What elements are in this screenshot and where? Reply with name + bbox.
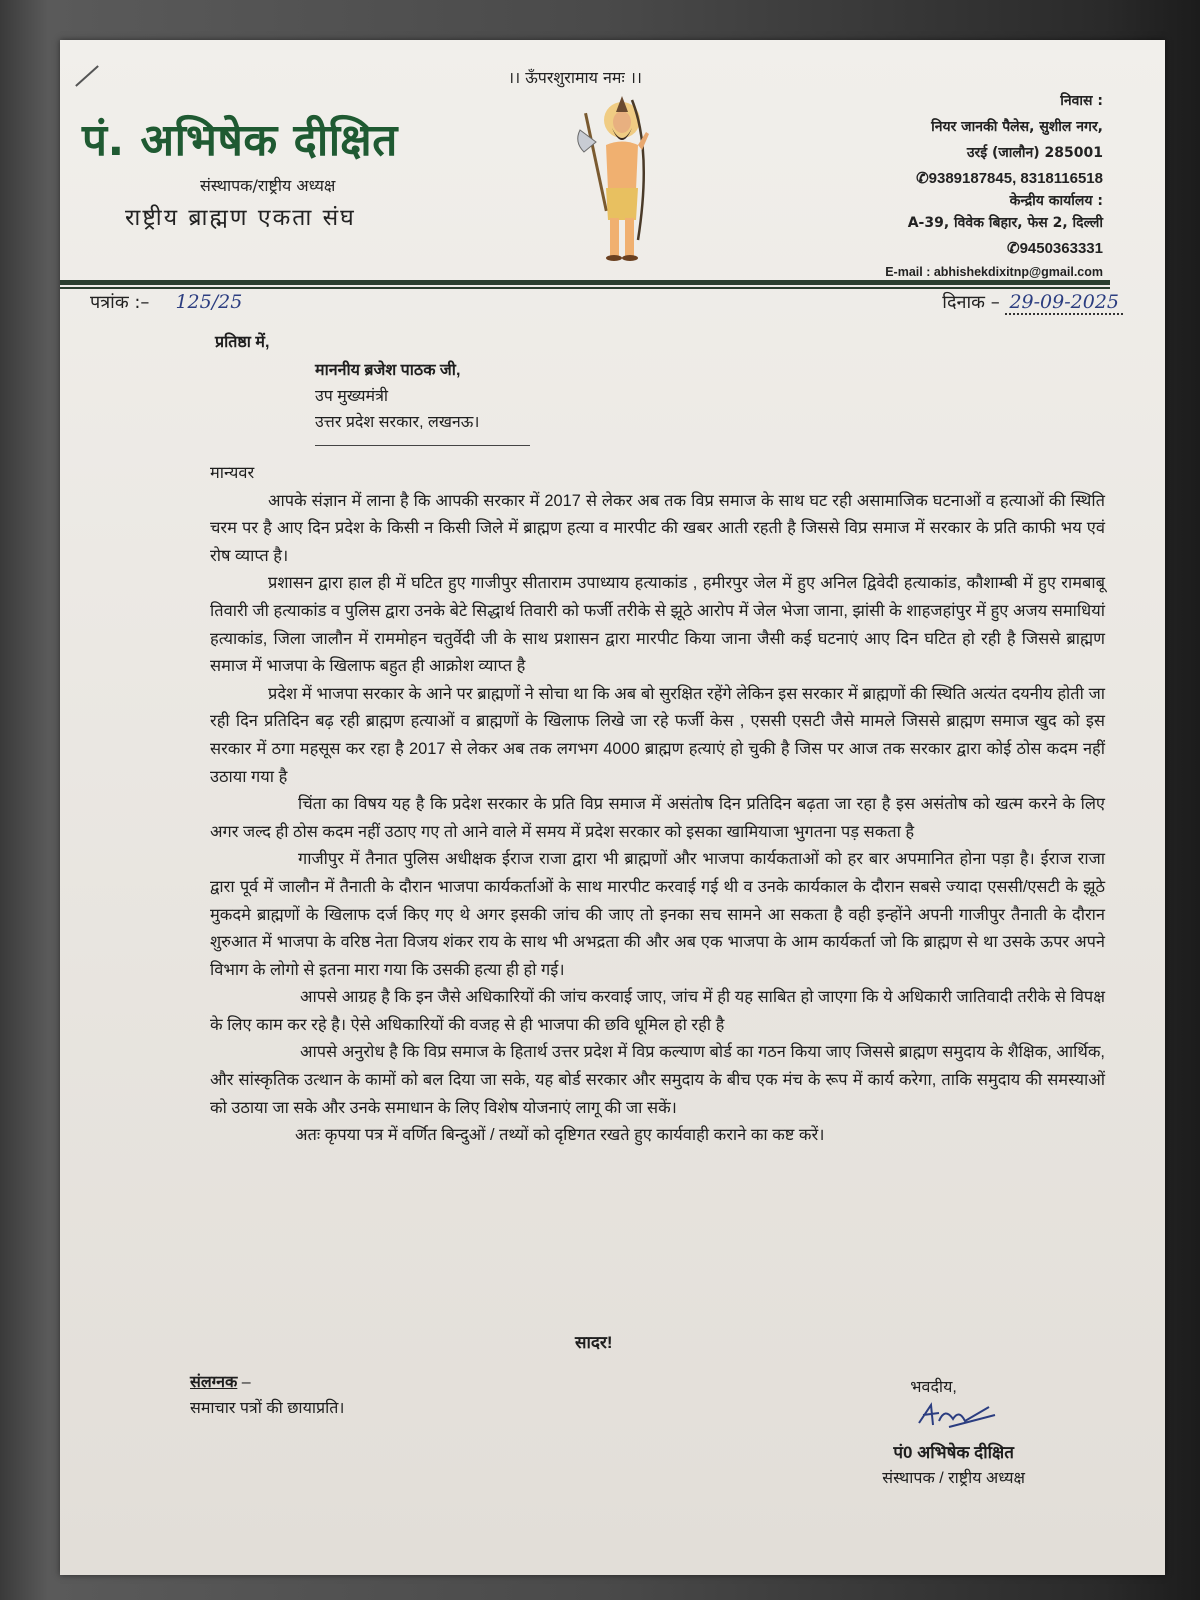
- office-phone-row: [885, 236, 1103, 262]
- recipient-designation: उप मुख्यमंत्री: [315, 388, 389, 405]
- residence-address-line2: उरई (जालौन) 285001: [966, 145, 1103, 161]
- closing-phrase: भवदीय,: [910, 1379, 957, 1396]
- body-paragraph: अतः कृपया पत्र में वर्णित बिन्दुओं / तथ्यों को दृष्टिगत रखते हुए कार्यवाही कराने का कष्ट करें।: [295, 1126, 825, 1145]
- date-label: दिनाक –: [942, 292, 1000, 313]
- body-paragraph: प्रदेश में भाजपा सरकार के आने पर ब्राह्मणों ने सोचा था कि अब बो सुरक्षित रहेंगे लेकिन इस सरकार में ब्राह्मणों की स्थिति अत्यंत दयनीय होती जा रही दिन प्रतिदिन बढ़ रही ब्राह्मण हत्याओं व ब्राह्मणों के खिलाफ लिखे जा रहे फर्जी केस , एससी एसटी जैसे मामले जिससे ब्राह्मण समाज खुद को इस सरकार में ठगा महसूस कर रहा है 2017 से लेकर अब तक लगभग 4000 ब्राह्मण हत्याएं हो चुकी है जिस पर आज तक सरकार द्वारा कोई ठोस कदम नहीं उठाया गया है: [210, 684, 1106, 786]
- parshuram-illustration: [572, 90, 664, 270]
- letterhead-organization: राष्ट्रीय ब्राह्मण एकता संघ: [125, 205, 356, 231]
- body-paragraph: गाजीपुर में तैनात पुलिस अधीक्षक ईराज राजा द्वारा भी ब्राह्मणों और भाजपा कार्यकताओं को हर बार अपमानित होना पड़ा है। ईराज राजा द्वारा पूर्व में जालौन में तैनाती के दौरान भाजपा कार्यकर्ताओं के साथ मारपीट करवाई गई थी व उनके कार्यकाल के दौरान सबसे ज्यादा एससी/एसटी के झूठे मुकदमे ब्राह्मणों के खिलाफ दर्ज किए गए थे अगर इसकी जांच की जाए तो इनका सच सामने आ सकता है वही इन्होंने अपनी गाजीपुर तैनाती के दौरान शुरुआत में भाजपा के वरिष्ठ नेता विजय शंकर राय के साथ भी अभद्रता की और अब एक भाजपा के आम कार्यकर्ता जो कि ब्राह्मण से था उसके ऊपर अपने विभाग के लोगो से इतना मारा गया कि उसकी हत्या ही हो गई।: [210, 850, 1105, 979]
- recipient-office: उत्तर प्रदेश सरकार, लखनऊ।: [315, 414, 480, 431]
- letter-date: [942, 290, 1123, 314]
- reference-label: पत्रांक :–: [90, 292, 150, 313]
- enclosure: [190, 1370, 344, 1422]
- letterhead-role: संस्थापक/राष्ट्रीय अध्यक्ष: [200, 176, 336, 195]
- letterhead-mantra: ।। ऊँपरशुरामाय नमः ।।: [508, 68, 642, 87]
- reference-number: [90, 290, 242, 314]
- greeting: मान्यवर: [210, 464, 255, 482]
- sign-off: सादर!: [575, 1333, 613, 1352]
- recipient-address: [315, 358, 479, 436]
- phone-numbers: 9389187845, 8318116518: [928, 170, 1103, 187]
- letterhead-contact: [885, 88, 1103, 282]
- office-label: केन्द्रीय कार्यालय :: [1009, 193, 1103, 209]
- enclosure-label: संलग्नक: [190, 1374, 238, 1391]
- enclosure-dash: –: [237, 1374, 251, 1391]
- signatory-role: संस्थापक / राष्ट्रीय अध्यक्ष: [882, 1470, 1025, 1487]
- reference-value: 125/25: [175, 291, 243, 313]
- letter-body: [210, 460, 1105, 1150]
- signature-block: [882, 1375, 1025, 1492]
- email: E-mail : abhishekdixitnp@gmail.com: [885, 265, 1103, 279]
- recipient-name: माननीय ब्रजेश पाठक जी,: [315, 362, 461, 379]
- office-address: A-39, विवेक बिहार, फेस 2, दिल्ली: [907, 215, 1103, 231]
- residence-address-line1: नियर जानकी पैलेस, सुशील नगर,: [931, 119, 1103, 135]
- recipient-salutation: प्रतिष्ठा में,: [215, 334, 270, 351]
- body-paragraph: आपसे अनुरोध है कि विप्र समाज के हितार्थ उत्तर प्रदेश में विप्र कल्याण बोर्ड का गठन किया जाए जिससे ब्राह्मण समुदाय के शैक्षिक, आर्थिक, और सांस्कृतिक उत्थान के कामों को बल दिया जा सके, यह बोर्ड सरकार और समुदाय के बीच एक मंच के रूप में कार्य करेगा, ताकि समुदाय की समस्याओं को उठाया जा सके और उनके समाधान के लिए विशेष योजनाएं लागू की जा सकें।: [210, 1043, 1105, 1117]
- handwritten-signature: [909, 1401, 999, 1431]
- address-underline: [315, 445, 530, 446]
- header-divider-thin: [60, 287, 1110, 289]
- date-value: 29-09-2025: [1005, 291, 1123, 315]
- phone-icon: ✆: [1006, 240, 1020, 257]
- office-phone: 9450363331: [1019, 240, 1103, 257]
- pen-tick-mark: [75, 65, 99, 87]
- body-paragraph: आपके संज्ञान में लाना है कि आपकी सरकार में 2017 से लेकर अब तक विप्र समाज के साथ घट रही असामाजिक घटनाओं व हत्याओं की स्थिति चरम पर है आए दिन प्रदेश के किसी न किसी जिले में ब्राह्मण हत्या व मारपीट की खबर आती रहती है जिससे विप्र समाज में सरकार के प्रति काफी भय एवं रोष व्याप्त है।: [210, 491, 1105, 565]
- letter-page: [60, 40, 1165, 1575]
- body-paragraph: चिंता का विषय यह है कि प्रदेश सरकार के प्रति विप्र समाज में असंतोष दिन प्रतिदिन बढ़ता जा रहा है इस असंतोष को खत्म करने के लिए अगर जल्द ही ठोस कदम नहीं उठाए गए तो आने वाले में समय में प्रदेश सरकार को इसका खामियाजा भुगतना पड़ सकता है: [210, 795, 1105, 841]
- residence-label: निवास :: [1060, 93, 1103, 109]
- letterhead-name: पं. अभिषेक दीक्षित: [82, 115, 398, 166]
- signatory-name: पं0 अभिषेक दीक्षित: [893, 1443, 1014, 1462]
- header-divider-thick: [60, 280, 1110, 285]
- phone-icon: ✆: [916, 170, 929, 187]
- enclosure-text: समाचार पत्रों की छायाप्रति।: [190, 1400, 345, 1417]
- body-paragraph: प्रशासन द्वारा हाल ही में घटित हुए गाजीपुर सीताराम उपाध्याय हत्याकांड , हमीरपुर जेल में हुए अनिल द्विवेदी हत्याकांड, कौशाम्बी में हुए रामबाबू तिवारी जी हत्याकांड व पुलिस द्वारा उनके बेटे सिद्धार्थ तिवारी को फर्जी तरीके से झूठे आरोप में जेल भेजा जाना, झांसी के शाहजहांपुर में हुए अजय समाधियां हत्याकांड, जिला जालौन में राममोहन चतुर्वेदी जी के साथ प्रशासन द्वारा मारपीट किया जाना जैसी कई घटनाएं आए दिन घटित हो रही है जिससे ब्राह्मण समाज में भाजपा के खिलाफ बहुत ही आक्रोश व्याप्त है: [210, 574, 1105, 676]
- residence-phones: [885, 166, 1103, 192]
- body-paragraph: आपसे आग्रह है कि इन जैसे अधिकारियों की जांच करवाई जाए, जांच में ही यह साबित हो जाएगा कि ये अधिकारी जातिवादी तरीके से विपक्ष के लिए काम कर रहे है। ऐसे अधिकारियों की वजह से ही भाजपा की छवि धूमिल हो रही है: [210, 988, 1105, 1034]
